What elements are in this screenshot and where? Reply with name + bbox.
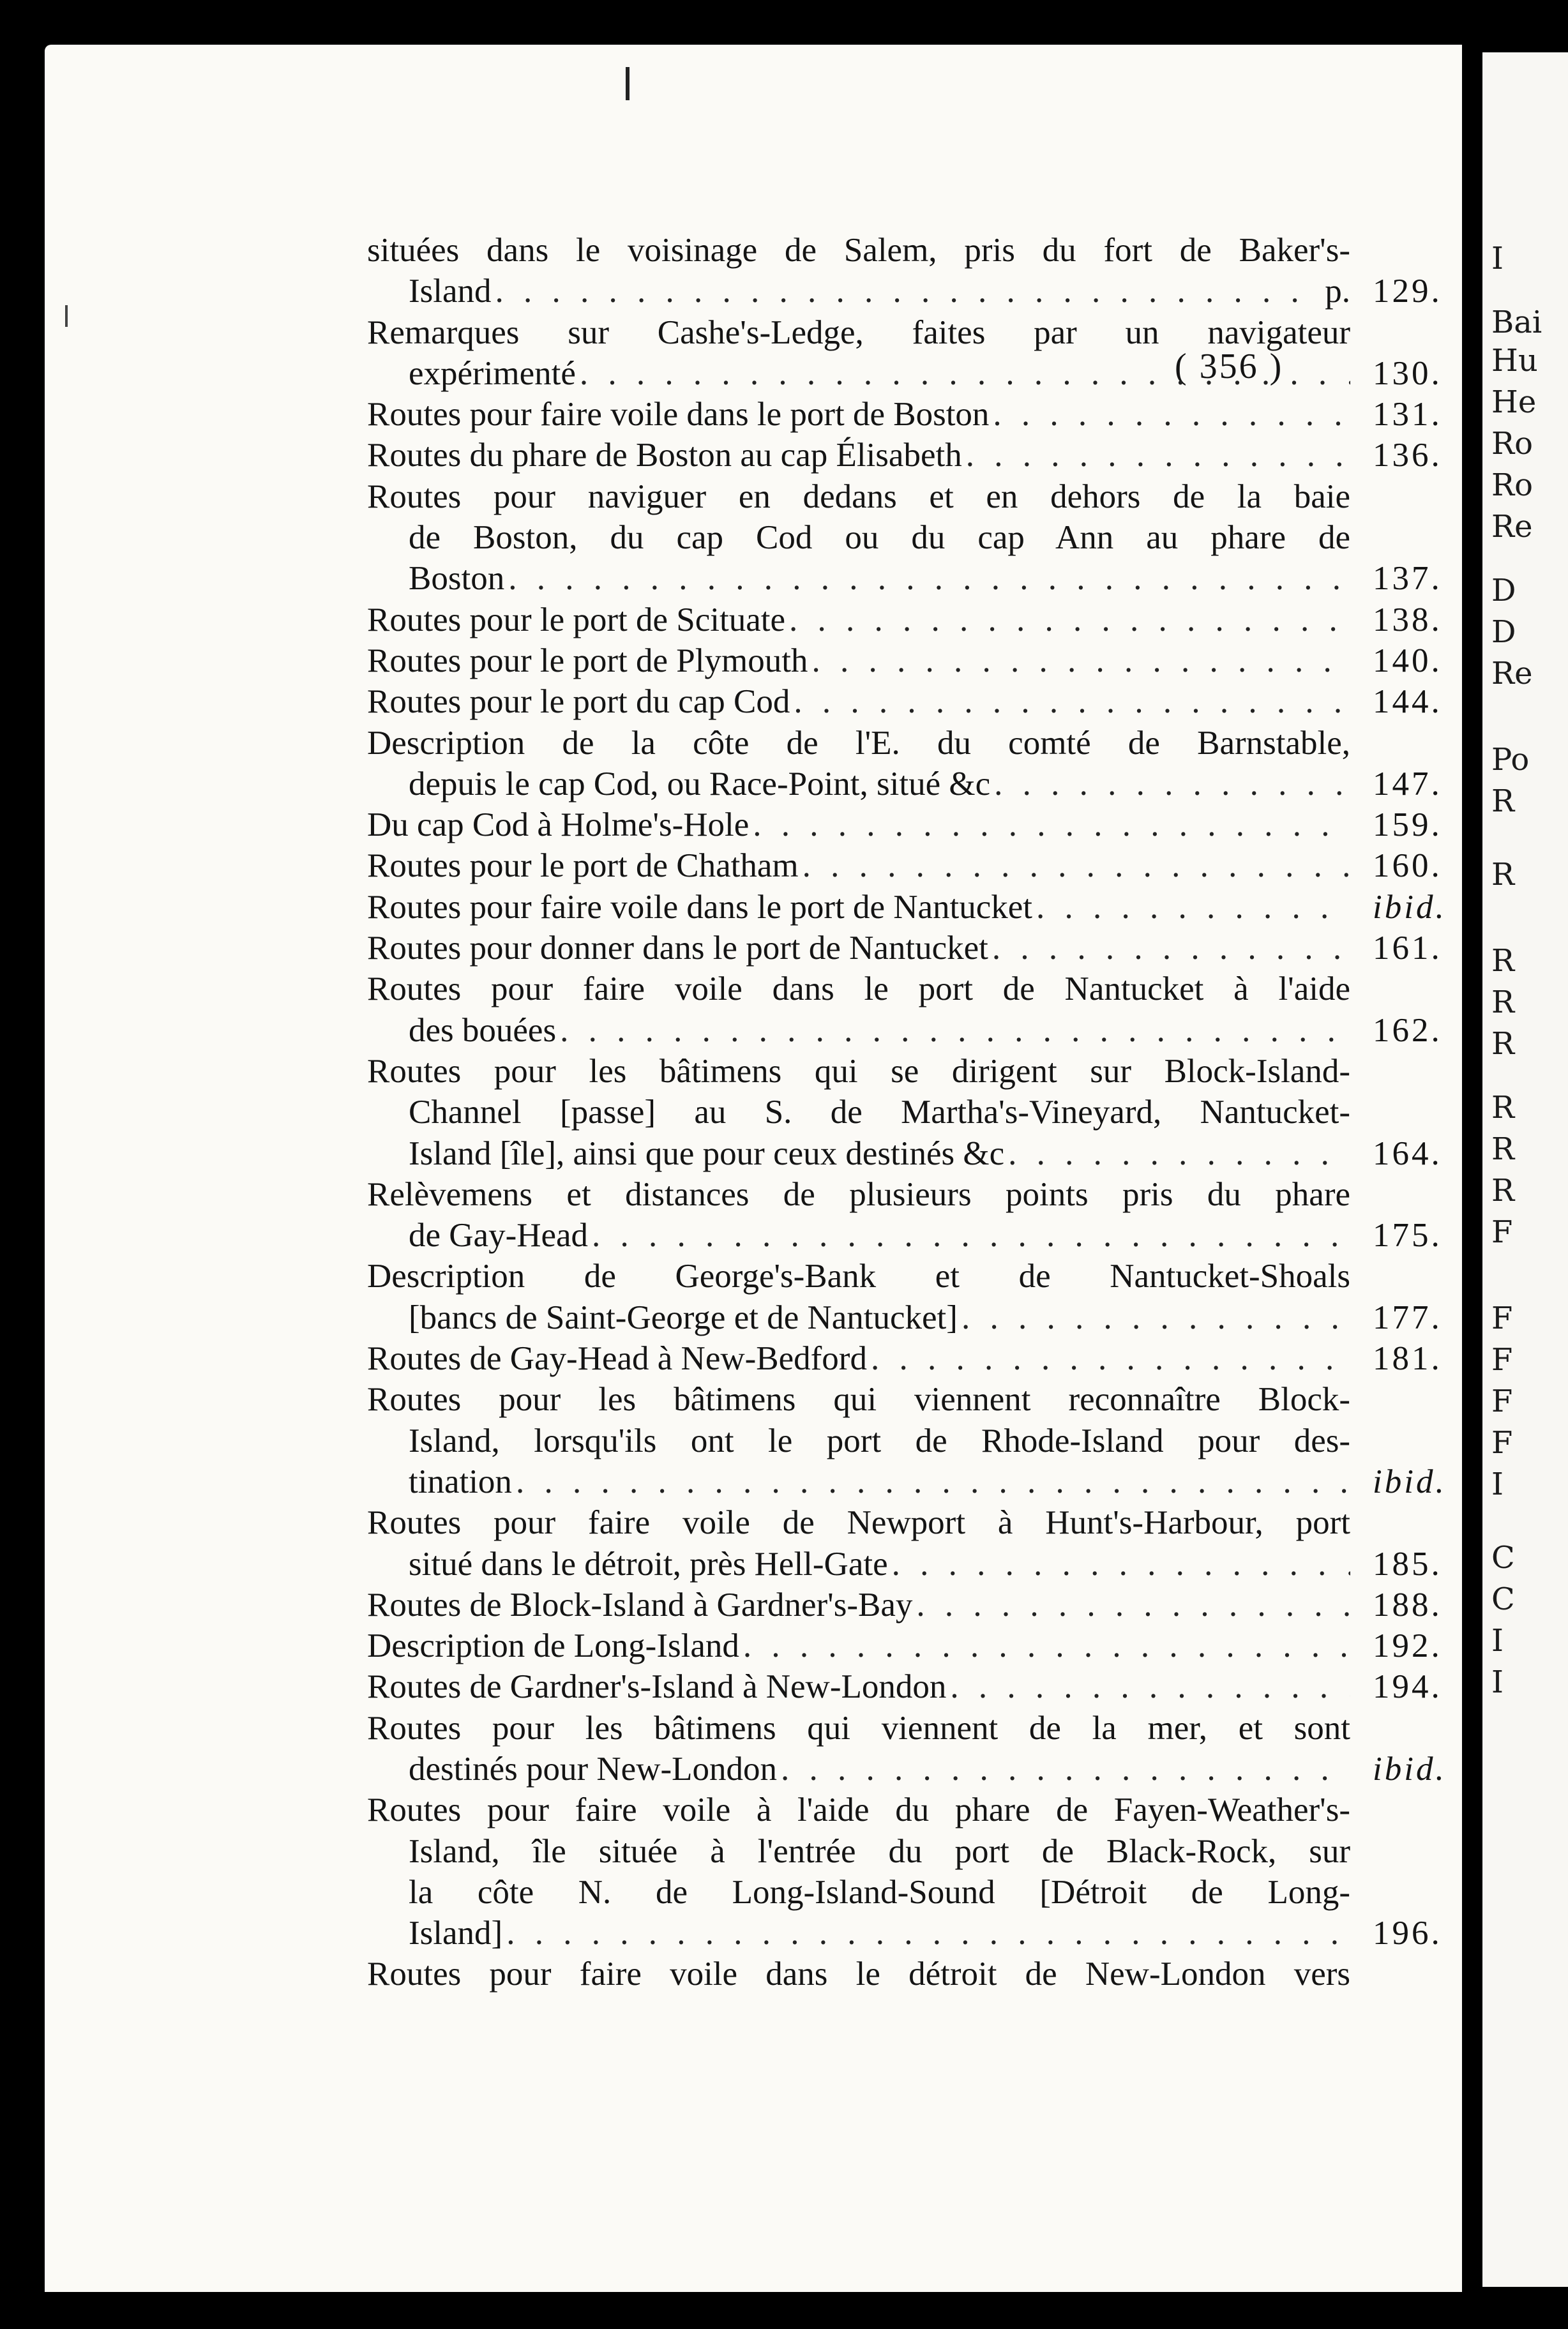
page-reference: 130.: [1373, 354, 1442, 392]
dot-leader: [592, 1215, 1350, 1256]
toc-entry: [367, 845, 1452, 886]
page-reference: 177.: [1373, 1299, 1442, 1336]
entry-line: [367, 1625, 1350, 1666]
entry-line: [409, 1461, 1350, 1502]
page-reference: 136.: [1373, 437, 1442, 474]
entry-title-text: Routes du phare de Boston au cap Élisabeth: [367, 437, 962, 474]
entry-line: situées dans le voisinage de Salem, pris du fort de Baker's-: [367, 232, 1350, 269]
entry-title-text: Routes pour faire voile dans le port de Nantucket: [367, 888, 1033, 926]
dot-leader: [495, 271, 1319, 312]
dot-leader: [560, 1010, 1350, 1051]
dot-leader: [950, 1666, 1350, 1707]
facing-page-text: Re: [1491, 509, 1533, 545]
toc-entry: [367, 1379, 1452, 1502]
entry-title-text: Island: [409, 273, 492, 310]
toc-entry: [367, 1790, 1452, 1954]
toc-entry: [367, 230, 1452, 312]
page-reference: 194.: [1373, 1668, 1442, 1706]
entry-line: Island, île située à l'entrée du port de Black-Rock, sur: [409, 1832, 1350, 1870]
toc-entry: [367, 1338, 1452, 1379]
dot-leader: [916, 1585, 1350, 1625]
entry-title-text: destinés pour New-London: [409, 1750, 777, 1788]
page-reference: ibid.: [1373, 888, 1447, 926]
toc-entry: [367, 435, 1452, 476]
entry-line: [367, 1666, 1350, 1707]
entry-line: [367, 681, 1350, 722]
entry-title-text: Routes pour le port du cap Cod: [367, 683, 790, 721]
entry-line: [367, 845, 1350, 886]
entry-title-text: tination: [409, 1463, 512, 1500]
entry-line: [367, 1585, 1350, 1625]
entry-line: Description de la côte de l'E. du comté de Barnstable,: [367, 724, 1350, 762]
toc-entries: [367, 230, 1452, 1995]
entry-title-text: Routes de Gardner's-Island à New-London: [367, 1668, 947, 1706]
toc-entry: [367, 1708, 1452, 1790]
dot-leader: [892, 1544, 1350, 1585]
entry-line: [409, 1010, 1350, 1051]
entry-title-text: Routes pour le port de Chatham: [367, 847, 799, 885]
toc-entry: [367, 1174, 1452, 1256]
entry-line: Island, lorsqu'ils ont le port de Rhode-Island pour des-: [409, 1422, 1350, 1459]
toc-entry: [367, 1051, 1452, 1174]
dot-leader: [508, 558, 1350, 599]
entry-line: [409, 271, 1350, 312]
toc-entry: [367, 723, 1452, 805]
dot-leader: [1008, 1133, 1350, 1174]
page-reference: 181.: [1373, 1340, 1442, 1378]
facing-page-text: F: [1491, 1342, 1513, 1378]
dot-leader: [811, 640, 1350, 681]
facing-page-text: D: [1491, 614, 1516, 650]
toc-entry: [367, 394, 1452, 435]
facing-page-text: I: [1491, 1623, 1504, 1659]
entry-line: [409, 558, 1350, 599]
facing-page-text: R: [1491, 984, 1515, 1020]
page-reference: 138.: [1373, 601, 1442, 638]
scan-mark: [65, 305, 68, 327]
facing-page-text: R: [1491, 857, 1515, 893]
dot-leader: [871, 1338, 1350, 1379]
entry-title-text: [bancs de Saint-George et de Nantucket]: [409, 1299, 958, 1336]
entry-line: Channel [passe] au S. de Martha's-Vineyard, Nantucket-: [409, 1094, 1350, 1131]
entry-line: [367, 804, 1350, 845]
toc-entry: [367, 928, 1452, 969]
entry-title-text: situé dans le détroit, près Hell-Gate: [409, 1545, 888, 1583]
facing-page-text: R: [1491, 1131, 1515, 1167]
facing-page-text: D: [1491, 573, 1516, 608]
page-reference: 192.: [1373, 1627, 1442, 1665]
dot-leader: [992, 928, 1350, 969]
facing-page-text: R: [1491, 943, 1515, 979]
toc-entry: [367, 476, 1452, 599]
facing-page-text: F: [1491, 1300, 1513, 1336]
entry-title-text: Routes pour le port de Plymouth: [367, 642, 808, 679]
dot-leader: [580, 353, 1350, 394]
page-number: ( 356 ): [1175, 347, 1284, 386]
dot-leader: [753, 804, 1350, 845]
page-gutter: [1462, 35, 1482, 2308]
entry-line: [367, 887, 1350, 928]
entry-line: Routes pour faire voile à l'aide du phare de Fayen-Weather's-: [367, 1791, 1350, 1829]
entry-line: Relèvemens et distances de plusieurs points pris du phare: [367, 1175, 1350, 1213]
facing-page-text: R: [1491, 1090, 1515, 1126]
facing-page-text: R: [1491, 1173, 1515, 1209]
dot-leader: [961, 1297, 1350, 1338]
entry-title-text: expérimenté: [409, 354, 576, 392]
dot-leader: [994, 764, 1350, 804]
toc-entry: [367, 1502, 1452, 1585]
entry-title-text: Routes pour faire voile dans le port de Boston: [367, 396, 990, 433]
entry-title-text: Island]: [409, 1915, 503, 1952]
entry-line: Routes pour les bâtimens qui viennent reconnaître Block-: [367, 1381, 1350, 1419]
entry-line: Routes pour naviguer en dedans et en dehors de la baie: [367, 478, 1350, 515]
page-prefix: p.: [1325, 273, 1350, 310]
page-reference: 144.: [1373, 683, 1442, 721]
toc-entry: [367, 1666, 1452, 1707]
facing-page-text: C: [1491, 1540, 1515, 1576]
facing-page-text: R: [1491, 1026, 1515, 1062]
page-reference: 147.: [1373, 765, 1442, 803]
entry-line: [367, 1338, 1350, 1379]
facing-page-text: R: [1491, 783, 1515, 819]
entry-title-text: Island [île], ainsi que pour ceux destinés &c: [409, 1134, 1005, 1172]
entry-line: [367, 640, 1350, 681]
toc-entry: [367, 887, 1452, 928]
dot-leader: [789, 599, 1350, 640]
entry-line: de Boston, du cap Cod ou du cap Ann au phare de: [409, 519, 1350, 557]
entry-line: [409, 1749, 1350, 1790]
entry-line: Routes pour faire voile dans le détroit de New-London vers: [367, 1956, 1350, 1993]
entry-line: [367, 928, 1350, 969]
facing-page-text: Re: [1491, 656, 1533, 691]
scan-mark: [268, 26, 320, 35]
facing-page-text: He: [1491, 384, 1537, 420]
entry-title-text: Description de Long-Island: [367, 1627, 739, 1665]
entry-line: Routes pour les bâtimens qui viennent de la mer, et sont: [367, 1709, 1350, 1747]
page-reference: 196.: [1373, 1915, 1442, 1952]
entry-line: [367, 435, 1350, 476]
entry-title-text: Routes de Block-Island à Gardner's-Bay: [367, 1586, 913, 1624]
scan-mark: [626, 67, 629, 100]
page-reference: ibid.: [1373, 1750, 1447, 1788]
entry-title-text: Routes pour donner dans le port de Nantucket: [367, 930, 988, 967]
entry-line: la côte N. de Long-Island-Sound [Détroit de Long-: [409, 1873, 1350, 1911]
facing-page-text: F: [1491, 1425, 1513, 1461]
toc-entry: [367, 640, 1452, 681]
entry-line: [409, 1544, 1350, 1585]
facing-page-text: Bai: [1491, 305, 1542, 340]
scan-border: [0, 2292, 1568, 2329]
facing-page-text: Po: [1491, 742, 1530, 778]
entry-title-text: Routes pour le port de Scituate: [367, 601, 785, 638]
facing-page-text: F: [1491, 1383, 1513, 1419]
entry-title-text: depuis le cap Cod, ou Race-Point, situé &c: [409, 765, 991, 803]
entry-line: [367, 599, 1350, 640]
entry-title-text: de Gay-Head: [409, 1217, 589, 1255]
toc-entry: [367, 599, 1452, 640]
toc-entry: [367, 1585, 1452, 1625]
entry-line: [409, 353, 1350, 394]
toc-entry: [367, 681, 1452, 722]
facing-page-edge: [1482, 52, 1568, 2287]
facing-page-text: Ro: [1491, 426, 1534, 462]
entry-line: [409, 1913, 1350, 1954]
page-reference: 129.: [1373, 273, 1442, 310]
entry-line: Routes pour les bâtimens qui se dirigent sur Block-Island-: [367, 1052, 1350, 1090]
entry-line: [409, 1215, 1350, 1256]
dot-leader: [794, 681, 1350, 722]
page-reference: 160.: [1373, 847, 1442, 885]
facing-page-text: F: [1491, 1214, 1513, 1250]
page-reference: 159.: [1373, 806, 1442, 844]
facing-page-text: I: [1491, 1466, 1504, 1502]
page-reference: 140.: [1373, 642, 1442, 679]
entry-title-text: Boston: [409, 560, 505, 598]
entry-title-text: Du cap Cod à Holme's-Hole: [367, 806, 750, 844]
facing-page-text: I: [1491, 1664, 1504, 1700]
dot-leader: [803, 845, 1350, 886]
dot-leader: [781, 1749, 1350, 1790]
toc-entry: [367, 969, 1452, 1051]
entry-line: [409, 1297, 1350, 1338]
page-reference: 188.: [1373, 1586, 1442, 1624]
entry-line: Routes pour faire voile dans le port de Nantucket à l'aide: [367, 970, 1350, 1008]
facing-page-text: I: [1491, 241, 1504, 276]
page-reference: ibid.: [1373, 1463, 1447, 1500]
toc-entry: [367, 804, 1452, 845]
entry-line: Description de George's-Bank et de Nantucket-Shoals: [367, 1258, 1350, 1295]
page-reference: 162.: [1373, 1011, 1442, 1049]
dot-leader: [516, 1461, 1350, 1502]
dot-leader: [743, 1625, 1350, 1666]
page-reference: 175.: [1373, 1217, 1442, 1255]
page-reference: 137.: [1373, 560, 1442, 598]
page-reference: 161.: [1373, 930, 1442, 967]
toc-entry: [367, 1256, 1452, 1338]
entry-title-text: Routes de Gay-Head à New-Bedford: [367, 1340, 867, 1378]
entry-line: [367, 394, 1350, 435]
entry-title-text: des bouées: [409, 1011, 557, 1049]
page-reference: 131.: [1373, 396, 1442, 433]
toc-entry: [367, 1954, 1452, 1994]
entry-line: [409, 764, 1350, 804]
facing-page-text: Ro: [1491, 467, 1534, 503]
facing-page-text: Hu: [1491, 343, 1538, 379]
toc-entry: [367, 312, 1452, 395]
page-reference: 164.: [1373, 1134, 1442, 1172]
page-reference: 185.: [1373, 1545, 1442, 1583]
entry-line: [409, 1133, 1350, 1174]
toc-entry: [367, 1625, 1452, 1666]
facing-page-text: C: [1491, 1581, 1515, 1617]
dot-leader: [966, 435, 1350, 476]
entry-line: Remarques sur Cashe's-Ledge, faites par un navigateur: [367, 313, 1350, 351]
entry-line: Routes pour faire voile de Newport à Hunt's-Harbour, port: [367, 1504, 1350, 1542]
dot-leader: [506, 1913, 1350, 1954]
dot-leader: [993, 394, 1350, 435]
dot-leader: [1036, 887, 1350, 928]
